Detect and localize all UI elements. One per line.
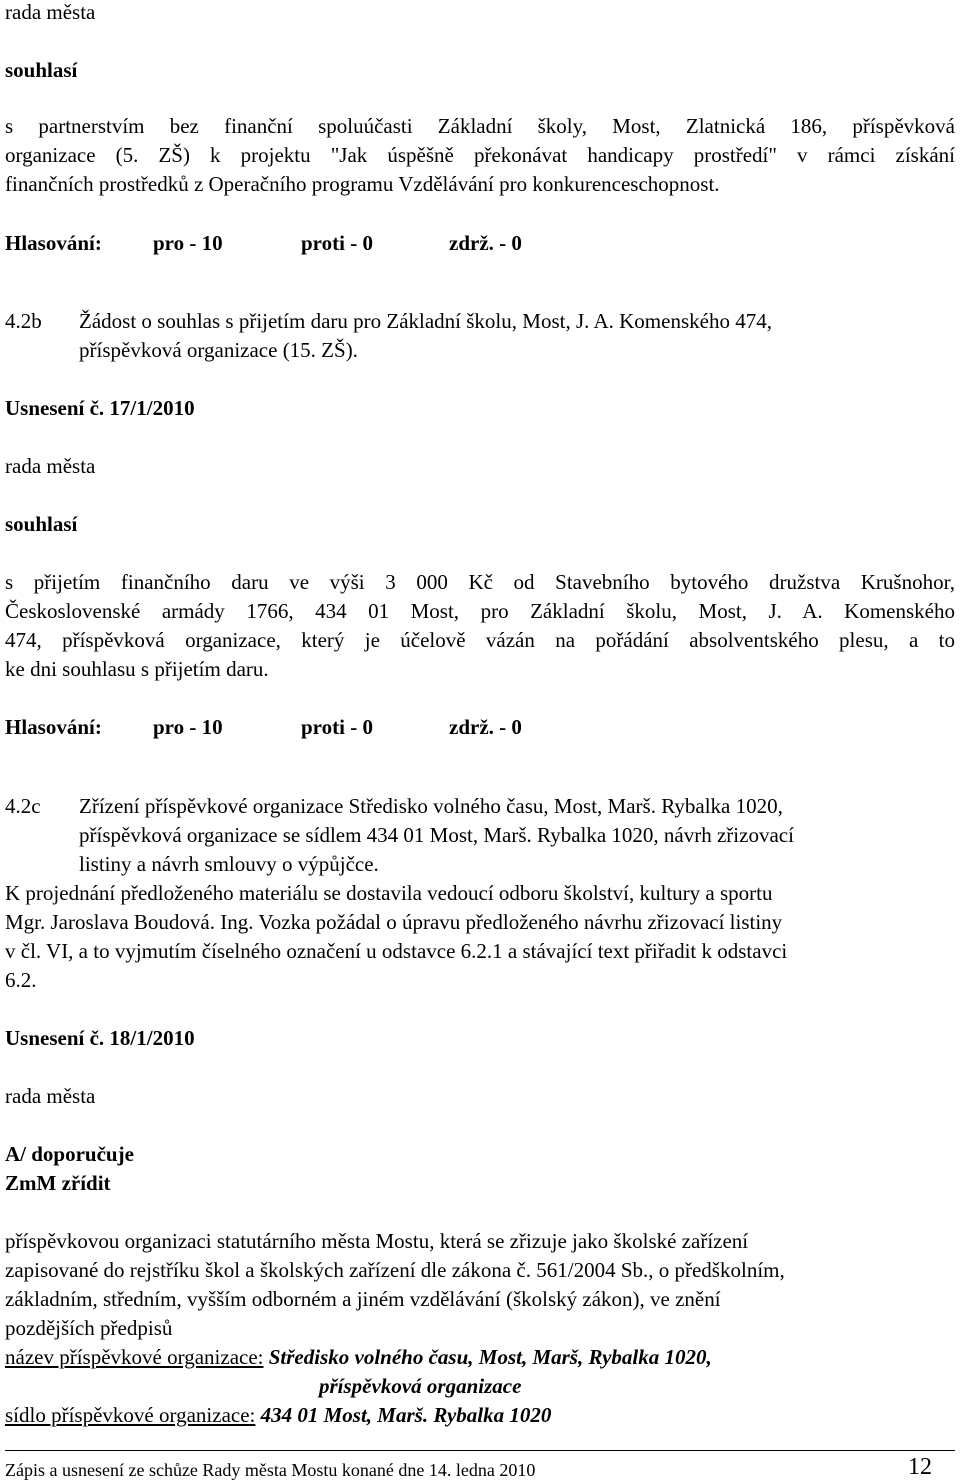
organization-name-value-cont: příspěvková organizace (319, 1374, 522, 1398)
item-number: 4.2b (5, 309, 42, 333)
paragraph-line: základním, středním, vyšším odborném a jiném vzdělávání (školský zákon), ve znění (5, 1287, 721, 1311)
discussion-line: K projednání předloženého materiálu se dostavila vedoucí odboru školství, kultury a sportu (5, 881, 773, 905)
item-title-line: Žádost o souhlas s přijetím daru pro Základní školu, Most, J. A. Komenského 474, (79, 309, 772, 333)
vote-zdrz: zdrž. - 0 (449, 715, 522, 739)
item-title-line: listiny a návrh smlouvy o výpůjčce. (79, 852, 379, 876)
paragraph-line: organizace (5. ZŠ) k projektu "Jak úspěšně překonávat handicapy prostředí" v rámci získání (5, 143, 955, 167)
council-label: rada města (5, 454, 96, 478)
resolution-title: Usnesení č. 17/1/2010 (5, 396, 195, 420)
organization-seat-value: 434 01 Most, Marš. Rybalka 1020 (255, 1403, 552, 1427)
footer-rule (5, 1450, 955, 1451)
organization-name-label: název příspěvkové organizace: (5, 1345, 264, 1369)
paragraph-line: finančních prostředků z Operačního programu Vzdělávání pro konkurenceschopnost. (5, 172, 720, 196)
vote-pro: pro - 10 (153, 231, 223, 255)
council-label: rada města (5, 1084, 96, 1108)
paragraph-line: pozdějších předpisů (5, 1316, 173, 1340)
paragraph-line: s partnerstvím bez finanční spoluúčasti Základní školy, Most, Zlatnická 186, příspěvková (5, 114, 955, 138)
vote-label: Hlasování: (5, 231, 102, 255)
paragraph-line: ke dni souhlasu s přijetím daru. (5, 657, 269, 681)
vote-proti: proti - 0 (301, 231, 373, 255)
vote-proti: proti - 0 (301, 715, 373, 739)
item-title-line: Zřízení příspěvkové organizace Středisko volného času, Most, Marš. Rybalka 1020, (79, 794, 783, 818)
agree-heading: souhlasí (5, 512, 78, 536)
council-label: rada města (5, 0, 96, 24)
paragraph-line: příspěvkovou organizaci statutárního města Mostu, která se zřizuje jako školské zařízení (5, 1229, 749, 1253)
paragraph-line: zapisované do rejstříku škol a školských zařízení dle zákona č. 561/2004 Sb., o předškolním, (5, 1258, 785, 1282)
item-title-line: příspěvková organizace se sídlem 434 01 Most, Marš. Rybalka 1020, návrh zřizovací (79, 823, 794, 847)
vote-zdrz: zdrž. - 0 (449, 231, 522, 255)
footer-text: Zápis a usnesení ze schůze Rady města Mostu konané dne 14. ledna 2010 (5, 1460, 536, 1480)
vote-pro: pro - 10 (153, 715, 223, 739)
discussion-line: 6.2. (5, 968, 37, 992)
item-title-line: příspěvková organizace (15. ZŠ). (79, 338, 358, 362)
organization-name-row (5, 1343, 712, 1372)
vote-label: Hlasování: (5, 715, 102, 739)
establish-heading: ZmM zřídit (5, 1171, 111, 1195)
organization-seat-row (5, 1401, 551, 1430)
resolution-title: Usnesení č. 18/1/2010 (5, 1026, 195, 1050)
discussion-line: v čl. VI, a to vyjmutím číselného označení u odstavce 6.2.1 a stávající text přiřadit k odstavci (5, 939, 788, 963)
paragraph-line: 474, příspěvková organizace, který je účelově vázán na pořádání absolventského plesu, a to (5, 628, 955, 652)
organization-name-value: Středisko volného času, Most, Marš, Rybalka 1020, (263, 1345, 712, 1369)
organization-seat-label: sídlo příspěvkové organizace: (5, 1403, 256, 1427)
page-number: 12 (908, 1454, 932, 1480)
recommends-heading: A/ doporučuje (5, 1142, 134, 1166)
paragraph-line: s přijetím finančního daru ve výši 3 000 Kč od Stavebního bytového družstva Krušnohor, (5, 570, 955, 594)
agree-heading: souhlasí (5, 58, 78, 82)
item-number: 4.2c (5, 794, 41, 818)
discussion-line: Mgr. Jaroslava Boudová. Ing. Vozka požádal o úpravu předloženého návrhu zřizovací listiny (5, 910, 783, 934)
paragraph-line: Československé armády 1766, 434 01 Most, pro Základní školu, Most, J. A. Komenského (5, 599, 955, 623)
